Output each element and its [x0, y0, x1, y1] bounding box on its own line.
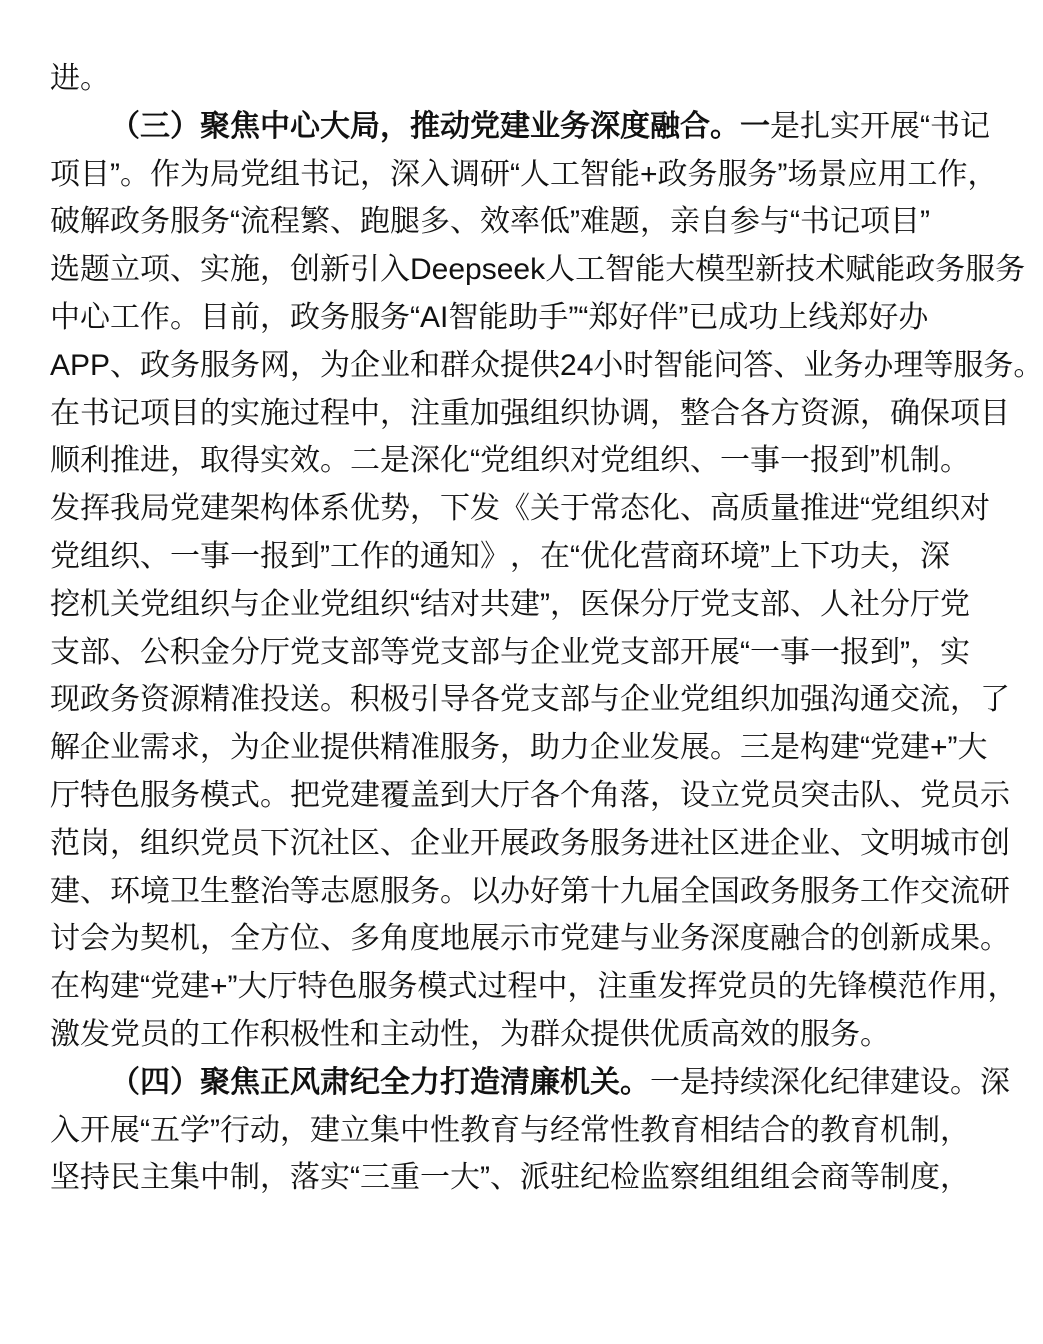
document-line: 现 政 务 资 源 精 准 投 送 。 积 极 引 导 各 党 支 部 与 企 业 党 组 织 加 强 沟 通 交 流 ， 了 — [50, 683, 1010, 717]
document-line: 党 组 织 、 一 事 一 报 到 ” 工 作 的 通 知 》 ， 在 “ 优 化 营 商 环 境 ” 上 下 功 夫 ， 深 — [50, 539, 950, 573]
document-line: 在 构 建 “ 党 建 + ” 大 厅 特 色 服 务 模 式 过 程 中 ， 注 重 发 挥 党 员 的 先 锋 模 范 作 用 ， — [50, 970, 1018, 1004]
document-line: 挖 机 关 党 组 织 与 企 业 党 组 织 “ 结 对 共 建 ” ， 医 保 分 厅 党 支 部 、 人 社 分 厅 党 — [50, 587, 970, 621]
document-line: 建 、 环 境 卫 生 整 治 等 志 愿 服 务 。 以 办 好 第 十 九 届 全 国 政 务 服 务 工 作 交 流 研 — [50, 874, 1010, 908]
document-line: 破 解 政 务 服 务 “ 流 程 繁 、 跑 腿 多 、 效 率 低 ” 难 题 ， 亲 自 参 与 “ 书 记 项 目 ” — [50, 205, 930, 239]
document-body — [50, 55, 1043, 1202]
document-line: 在 书 记 项 目 的 实 施 过 程 中 ， 注 重 加 强 组 织 协 调 ， 整 合 各 方 资 源 ， 确 保 项 目 — [50, 396, 1010, 430]
document-line: 支 部 、 公 积 金 分 厅 党 支 部 等 党 支 部 与 企 业 党 支 部 开 展 “ 一 事 一 报 到 ” ， 实 — [50, 635, 970, 669]
document-line: 发 挥 我 局 党 建 架 构 体 系 优 势 ， 下 发 《 关 于 常 态 化 、 高 质 量 推 进 “ 党 组 织 对 — [50, 492, 990, 526]
document-line: （ 四 ） 聚 焦 正 风 肃 纪 全 力 打 造 清 廉 机 关 。 一 是 持 续 深 化 纪 律 建 设 。 深 — [110, 1065, 1010, 1099]
document-line: 范 岗 ， 组 织 党 员 下 沉 社 区 、 企 业 开 展 政 务 服 务 进 社 区 进 企 业 、 文 明 城 市 创 — [50, 826, 1010, 860]
document-line: 讨 会 为 契 机 ， 全 方 位 、 多 角 度 地 展 示 市 党 建 与 业 务 深 度 融 合 的 创 新 成 果 。 — [50, 922, 1010, 956]
document-line: 项 目 ” 。 作 为 局 党 组 书 记 ， 深 入 调 研 “ 人 工 智 能 + 政 务 服 务 ” 场 景 应 用 工 作 ， — [50, 157, 998, 191]
document-line: 坚 持 民 主 集 中 制 ， 落 实 “ 三 重 一 大 ” 、 派 驻 纪 检 监 察 组 组 组 会 商 等 制 度 ， — [50, 1161, 970, 1195]
document-line: 顺 利 推 进 ， 取 得 实 效 。 二 是 深 化 “ 党 组 织 对 党 组 织 、 一 事 一 报 到 ” 机 制 。 — [50, 444, 970, 478]
document-line: 解 企 业 需 求 ， 为 企 业 提 供 精 准 服 务 ， 助 力 企 业 发 展 。 三 是 构 建 “ 党 建 + ” 大 — [50, 731, 988, 765]
document-line: A P P 、 政 务 服 务 网 ， 为 企 业 和 群 众 提 供 2 4 小 时 智 能 问 答 、 业 务 办 理 等 服 务 。 — [50, 348, 1043, 382]
document-line: 进。 — [50, 62, 110, 95]
document-line: 中 心 工 作 。 目 前 ， 政 务 服 务 “ A I 智 能 助 手 ” “ 郑 好 伴 ” 已 成 功 上 线 郑 好 办 — [50, 300, 929, 334]
document-line: 入 开 展 “ 五 学 ” 行 动 ， 建 立 集 中 性 教 育 与 经 常 性 教 育 相 结 合 的 教 育 机 制 ， — [50, 1113, 970, 1147]
document-line: （ 三 ） 聚 焦 中 心 大 局 ， 推 动 党 建 业 务 深 度 融 合 。 一 是 扎 实 开 展 “ 书 记 — [110, 109, 990, 143]
document-line: 激发党员的工作积极性和主动性，为群众提供优质高效的服务。 — [50, 1017, 890, 1051]
document-line: 选 题 立 项 、 实 施 ， 创 新 引 入 D e e p s e e k 人 工 智 能 大 模 型 新 技 术 赋 能 政 务 服 务 — [50, 253, 1026, 287]
document-line: 厅 特 色 服 务 模 式 。 把 党 建 覆 盖 到 大 厅 各 个 角 落 ， 设 立 党 员 突 击 队 、 党 员 示 — [50, 778, 1010, 812]
